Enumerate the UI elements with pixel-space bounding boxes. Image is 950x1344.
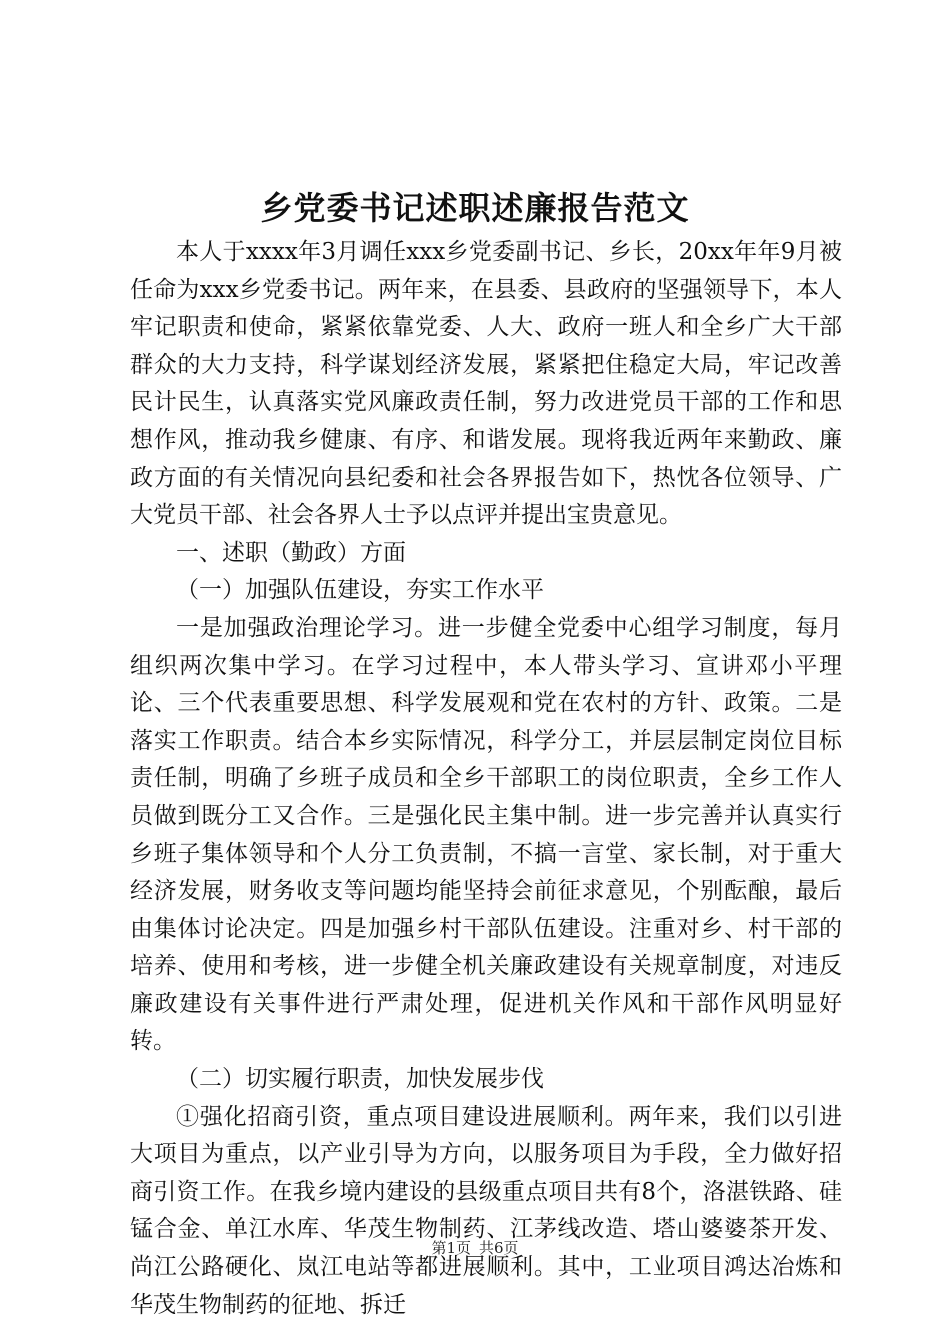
page-number: 第1页 <box>431 1239 471 1257</box>
page-footer <box>0 1238 950 1258</box>
intro-paragraph: 本人于xxxx年3月调任xxx乡党委副书记、乡长，20xx年年9月被任命为xxx乡党委书记。两年来，在县委、县政府的坚强领导下，本人牢记职责和使命，紧紧依靠党委、人大、政府一班人和全乡广大干部群众的大力支持，科学谋划经济发展，紧紧把住稳定大局，牢记改善民计民生，认真落实党风廉政责任制，努力改进党员干部的工作和思想作风，推动我乡健康、有序、和谐发展。现将我近两年来勤政、廉政方面的有关情况向县纪委和社会各界报告如下，热忱各位领导、广大党员干部、社会各界人士予以点评并提出宝贵意见。 <box>130 239 842 529</box>
subsection-heading-2: （二）切实履行职责，加快发展步伐 <box>176 1066 544 1093</box>
page-total: 共6页 <box>479 1239 519 1257</box>
body-paragraph-1: 一是加强政治理论学习。进一步健全党委中心组学习制度，每月组织两次集中学习。在学习过程中，本人带头学习、宣讲邓小平理论、三个代表重要思想、科学发展观和党在农村的方针、政策。二是落实工作职责。结合本乡实际情况，科学分工，并层层制定岗位目标责任制，明确了乡班子成员和全乡干部职工的岗位职责，全乡工作人员做到既分工又合作。三是强化民主集中制。进一步完善并认真实行乡班子集体领导和个人分工负责制，不搞一言堂、家长制，对于重大经济发展，财务收支等问题均能坚持会前征求意见，个别酝酿，最后由集体讨论决定。四是加强乡村干部队伍建设。注重对乡、村干部的培养、使用和考核，进一步健全机关廉政建设有关规章制度，对违反廉政建设有关事件进行严肃处理，促进机关作风和干部作风明显好转。 <box>130 614 842 1055</box>
document-title: 乡党委书记述职述廉报告范文 <box>260 189 690 227</box>
document-body <box>130 234 842 1324</box>
subsection-heading-1: （一）加强队伍建设，夯实工作水平 <box>176 577 544 604</box>
section-heading: 一、述职（勤政）方面 <box>176 539 406 566</box>
body-paragraph-2: ①强化招商引资，重点项目建设进展顺利。两年来，我们以引进大项目为重点，以产业引导为方向，以服务项目为手段，全力做好招商引资工作。在我乡境内建设的县级重点项目共有8个，洛湛铁路、硅锰合金、单江水库、华茂生物制药、江茅线改造、塔山婆婆茶开发、尚江公路硬化、岚江电站等都进展顺利。其中，工业项目鸿达冶炼和华茂生物制药的征地、拆迁 <box>130 1103 842 1318</box>
